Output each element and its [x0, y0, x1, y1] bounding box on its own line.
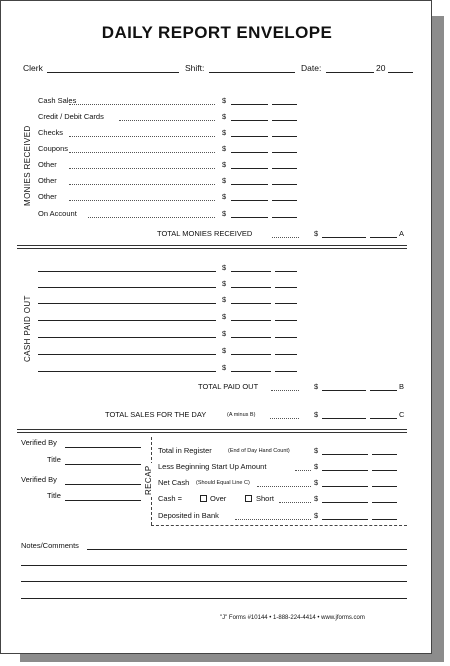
total-in-register-label: Total in Register: [158, 446, 212, 455]
monies-item-4-amount-cents[interactable]: [272, 152, 297, 153]
monies-item-label: Credit / Debit Cards: [38, 112, 104, 121]
monies-received-label: MONIES RECEIVED: [23, 125, 32, 206]
leader-dots: [235, 519, 311, 520]
leader-dots: [69, 184, 215, 185]
total-monies-dollars[interactable]: [322, 237, 366, 238]
recap-label: RECAP: [144, 465, 153, 495]
section-divider: [17, 429, 407, 433]
date-field[interactable]: [326, 72, 374, 73]
paid-out-description-1[interactable]: [38, 271, 216, 272]
leader-dots: [69, 152, 215, 153]
currency-sign: $: [314, 382, 319, 391]
notes-line-4[interactable]: [21, 598, 407, 599]
leader-dots: [295, 470, 311, 471]
paid-out-description-7[interactable]: [38, 371, 216, 372]
recap-amount-2-cents[interactable]: [372, 470, 397, 471]
monies-item-label: Other: [38, 192, 57, 201]
currency-sign: $: [314, 229, 319, 238]
paid-out-description-4[interactable]: [38, 320, 216, 321]
monies-item-4-amount-dollars[interactable]: [231, 152, 268, 153]
recap-amount-4-cents[interactable]: [372, 502, 397, 503]
monies-item-3-amount-cents[interactable]: [272, 136, 297, 137]
title-label: Title: [47, 455, 61, 464]
currency-sign: $: [222, 279, 227, 288]
currency-sign: $: [222, 176, 227, 185]
currency-sign: $: [222, 263, 227, 272]
total-in-register-note: (End of Day Hand Count): [228, 448, 290, 454]
paid-out-4-amount-cents[interactable]: [275, 320, 297, 321]
paid-out-description-3[interactable]: [38, 303, 216, 304]
leader-dots: [270, 418, 299, 419]
leader-dots: [279, 502, 311, 503]
currency-sign: $: [222, 192, 227, 201]
currency-sign: $: [222, 96, 227, 105]
total-monies-cents[interactable]: [370, 237, 397, 238]
leader-dots: [69, 200, 215, 201]
verified-by-label: Verified By: [21, 438, 57, 447]
recap-amount-4-dollars[interactable]: [322, 502, 368, 503]
paid-out-4-amount-dollars[interactable]: [231, 320, 271, 321]
recap-amount-5-dollars[interactable]: [322, 519, 368, 520]
verified-by-field-2[interactable]: [65, 484, 141, 485]
paid-out-5-amount-cents[interactable]: [275, 337, 297, 338]
monies-item-1-amount-dollars[interactable]: [231, 104, 268, 105]
monies-item-5-amount-dollars[interactable]: [231, 168, 268, 169]
paid-out-3-amount-dollars[interactable]: [231, 303, 271, 304]
title-field-2[interactable]: [65, 500, 141, 501]
leader-dots: [88, 217, 215, 218]
recap-amount-3-dollars[interactable]: [322, 486, 368, 487]
short-checkbox[interactable]: [245, 495, 252, 502]
cash-paid-out-label: CASH PAID OUT: [23, 295, 32, 362]
shift-field[interactable]: [209, 72, 295, 73]
recap-amount-3-cents[interactable]: [372, 486, 397, 487]
paid-out-5-amount-dollars[interactable]: [231, 337, 271, 338]
currency-sign: $: [222, 112, 227, 121]
deposited-label: Deposited in Bank: [158, 511, 219, 520]
over-label: Over: [210, 494, 227, 503]
total-letter-a: A: [399, 229, 405, 238]
leader-dots: [119, 120, 215, 121]
total-paid-out-dollars[interactable]: [322, 390, 366, 391]
currency-sign: $: [314, 410, 319, 419]
monies-item-label: Other: [38, 176, 57, 185]
footer-text: "J" Forms #10144 • 1-888-224-4414 • www.jforms.com: [220, 615, 365, 621]
recap-amount-1-cents[interactable]: [372, 454, 397, 455]
title-field-1[interactable]: [65, 464, 141, 465]
paid-out-description-5[interactable]: [38, 337, 216, 338]
total-letter-c: C: [399, 410, 405, 419]
monies-item-2-amount-dollars[interactable]: [231, 120, 268, 121]
notes-line-1[interactable]: [87, 549, 407, 550]
form-title: DAILY REPORT ENVELOPE: [101, 23, 333, 42]
recap-amount-1-dollars[interactable]: [322, 454, 368, 455]
monies-item-3-amount-dollars[interactable]: [231, 136, 268, 137]
net-cash-label: Net Cash: [158, 478, 190, 487]
shift-label: Shift:: [185, 63, 205, 73]
currency-sign: $: [222, 329, 227, 338]
net-cash-note: (Should Equal Line C): [196, 480, 250, 486]
short-label: Short: [256, 494, 274, 503]
monies-item-6-amount-cents[interactable]: [272, 184, 297, 185]
section-divider: [17, 245, 407, 249]
recap-bottom-rule: [151, 525, 407, 526]
leader-dots: [69, 168, 215, 169]
date-label: Date:: [301, 63, 322, 73]
year-field[interactable]: [388, 72, 413, 73]
leader-dots: [69, 136, 215, 137]
currency-sign: $: [314, 511, 319, 520]
total-paid-out-label: TOTAL PAID OUT: [198, 382, 259, 391]
paid-out-description-6[interactable]: [38, 354, 216, 355]
year-label: 20: [376, 63, 386, 73]
paid-out-3-amount-cents[interactable]: [275, 303, 297, 304]
leader-dots: [257, 486, 311, 487]
currency-sign: $: [222, 144, 227, 153]
notes-line-3[interactable]: [21, 581, 407, 582]
clerk-label: Clerk: [23, 63, 43, 73]
paid-out-description-2[interactable]: [38, 287, 216, 288]
monies-item-label: Coupons: [38, 144, 69, 153]
leader-dots: [69, 104, 215, 105]
leader-dots: [272, 237, 299, 238]
total-sales-label: TOTAL SALES FOR THE DAY: [105, 410, 207, 419]
paid-out-1-amount-dollars[interactable]: [231, 271, 271, 272]
total-sales-dollars[interactable]: [322, 418, 366, 419]
paid-out-6-amount-dollars[interactable]: [231, 354, 271, 355]
recap-amount-2-dollars[interactable]: [322, 470, 368, 471]
monies-item-label: Cash Sales: [38, 96, 77, 105]
total-monies-label: TOTAL MONIES RECEIVED: [157, 229, 253, 238]
monies-item-8-amount-cents[interactable]: [272, 217, 297, 218]
monies-item-2-amount-cents[interactable]: [272, 120, 297, 121]
recap-amount-5-cents[interactable]: [372, 519, 397, 520]
paid-out-1-amount-cents[interactable]: [275, 271, 297, 272]
currency-sign: $: [222, 312, 227, 321]
verified-by-label: Verified By: [21, 475, 57, 484]
clerk-field[interactable]: [47, 72, 179, 73]
currency-sign: $: [222, 295, 227, 304]
total-letter-b: B: [399, 382, 405, 391]
currency-sign: $: [222, 209, 227, 218]
currency-sign: $: [314, 446, 319, 455]
paid-out-7-amount-cents[interactable]: [275, 371, 297, 372]
currency-sign: $: [314, 478, 319, 487]
cash-equals-label: Cash =: [158, 494, 182, 503]
monies-item-7-amount-cents[interactable]: [272, 200, 297, 201]
monies-item-6-amount-dollars[interactable]: [231, 184, 268, 185]
notes-label: Notes/Comments: [21, 541, 79, 550]
monies-item-1-amount-cents[interactable]: [272, 104, 297, 105]
currency-sign: $: [222, 346, 227, 355]
verified-by-field-1[interactable]: [65, 447, 141, 448]
currency-sign: $: [222, 128, 227, 137]
less-beginning-label: Less Beginning Start Up Amount: [158, 462, 267, 471]
currency-sign: $: [314, 462, 319, 471]
monies-item-8-amount-dollars[interactable]: [231, 217, 268, 218]
total-paid-out-cents[interactable]: [370, 390, 397, 391]
paid-out-7-amount-dollars[interactable]: [231, 371, 271, 372]
paid-out-6-amount-cents[interactable]: [275, 354, 297, 355]
currency-sign: $: [314, 494, 319, 503]
paid-out-2-amount-dollars[interactable]: [231, 287, 271, 288]
monies-item-label: Checks: [38, 128, 64, 137]
paid-out-2-amount-cents[interactable]: [275, 287, 297, 288]
total-sales-cents[interactable]: [370, 418, 397, 419]
monies-item-label: On Account: [38, 209, 77, 218]
total-sales-note: (A minus B): [227, 412, 256, 418]
currency-sign: $: [222, 363, 227, 372]
over-checkbox[interactable]: [200, 495, 207, 502]
notes-line-2[interactable]: [21, 565, 407, 566]
leader-dots: [271, 390, 299, 391]
title-label: Title: [47, 491, 61, 500]
currency-sign: $: [222, 160, 227, 169]
monies-item-label: Other: [38, 160, 57, 169]
monies-item-7-amount-dollars[interactable]: [231, 200, 268, 201]
monies-item-5-amount-cents[interactable]: [272, 168, 297, 169]
